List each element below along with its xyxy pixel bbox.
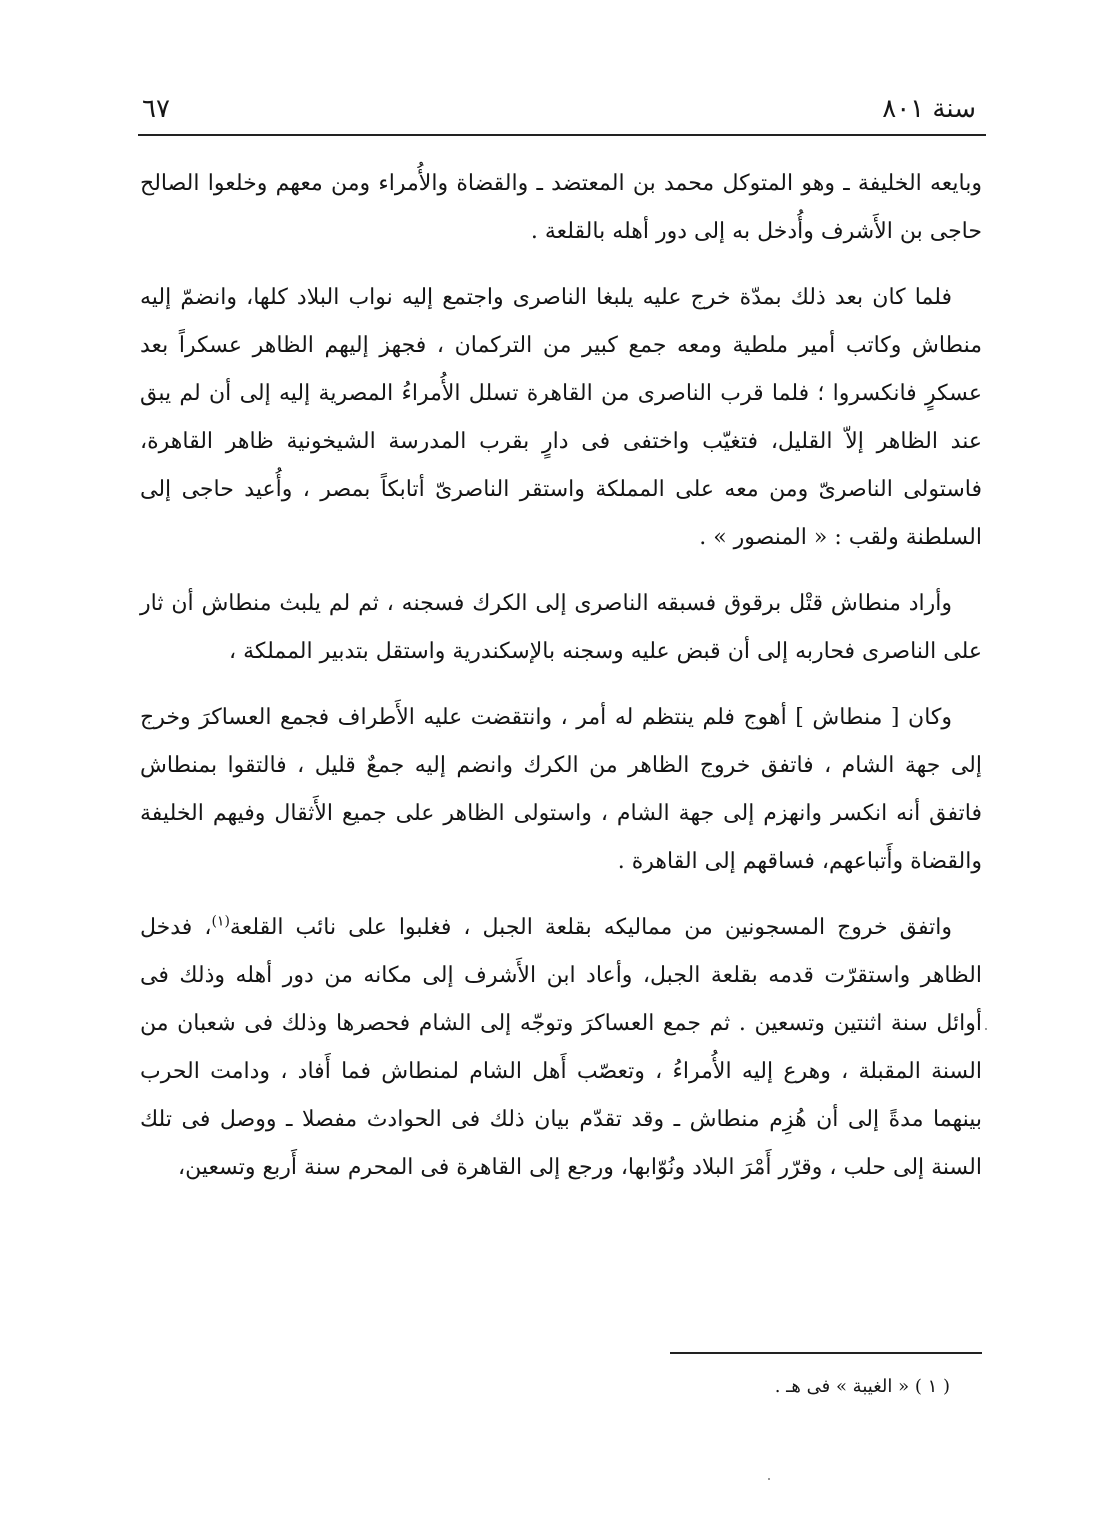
paragraph-4: وكان [ منطاش ] أهوج فلم ينتظم له أمر ، وانتقضت عليه الأَطراف فجمع العساكرَ وخرج إلى جهة الشام ، فاتفق خروج الظاهر من الكرك وانضم إليه جمعٌ قليل ، فالتقوا بمنطاش فاتفق أنه انكسر وانهزم إلى جهة الشام ، واستولى الظاهر على جميع الأَثقال وفيهم الخليفة والقضاة وأَتباعهم، فساقهم إلى القاهرة . [140,705,983,874]
paragraph-5-part-2: ، فدخل الظاهر واستقرّت قدمه بقلعة الجبل، وأعاد ابن الأَشرف إلى مكانه من دور أهله وذلك فى أوائل سنة اثنتين وتسعين . ثم جمع العساكرَ وتوجّه إلى الشام فحصرها وذلك فى شعبان من السنة المقبلة ، وهرع إليه الأُمراءُ ، وتعصّب أَهل الشام لمنطاش فما أَفاد ، ودامت الحرب بينهما مدةً إلى أن هُزِم منطاش ـ وقد تقدّم بيان ذلك فى الحوادث مفصلا ـ ووصل فى تلك السنة إلى حلب ، وقرّر أَمْرَ البلاد ونُوّابها، ورجع إلى القاهرة فى المحرم سنة أَربع وتسعين، [140,915,982,1180]
header-rule [138,134,986,136]
paragraph-5 [140,904,982,1192]
running-header [140,92,982,132]
paragraph-5-part-1: واتفق خروج المسجونين من مماليكه بقلعة الجبل ، فغلبوا على نائب القلعة [229,915,952,940]
footnote-reference[interactable]: (١) [211,913,230,930]
paragraph-2: فلما كان بعد ذلك بمدّة خرج عليه يلبغا الناصرى واجتمع إليه نواب البلاد كلها، وانضمّ إليه منطاش وكاتب أمير ملطية ومعه جمع كبير من التركمان ، فجهز إليهم الظاهر عسكراً بعد عسكرٍ فانكسروا ؛ فلما قرب الناصرى من القاهرة تسلل الأُمراءُ المصرية إليه إلى أن لم يبق عند الظاهر إلاّ القليل، فتغيّب واختفى فى دارٍ بقرب المدرسة الشيخونية ظاهر القاهرة، فاستولى الناصرىّ ومن معه على المملكة واستقر الناصرىّ أتابكاً بمصر ، وأُعيد حاجى إلى السلطنة ولقب : « المنصور » . [140,285,982,550]
footnote-rule [670,1352,982,1354]
footnote: ( ١ ) « الغيبة » فى هـ . [774,1376,950,1397]
scan-speck [985,1028,987,1030]
header-year: سنة ٨٠١ [882,94,976,124]
page-number: ٦٧ [142,94,170,124]
paragraph-1: وبايعه الخليفة ـ وهو المتوكل محمد بن المعتضد ـ والقضاة والأُمراء ومن معهم وخلعوا الصالح حاجى بن الأَشرف وأُدخل به إلى دور أهله بالقلعة . [140,171,982,244]
main-text [140,160,982,1210]
scan-speck [768,1478,770,1480]
paragraph-3: وأراد منطاش قتْل برقوق فسبقه الناصرى إلى الكرك فسجنه ، ثم لم يلبث منطاش أن ثار على الناصرى فحاربه إلى أن قبض عليه وسجنه بالإسكندرية واستقل بتدبير المملكة ، [140,591,982,664]
